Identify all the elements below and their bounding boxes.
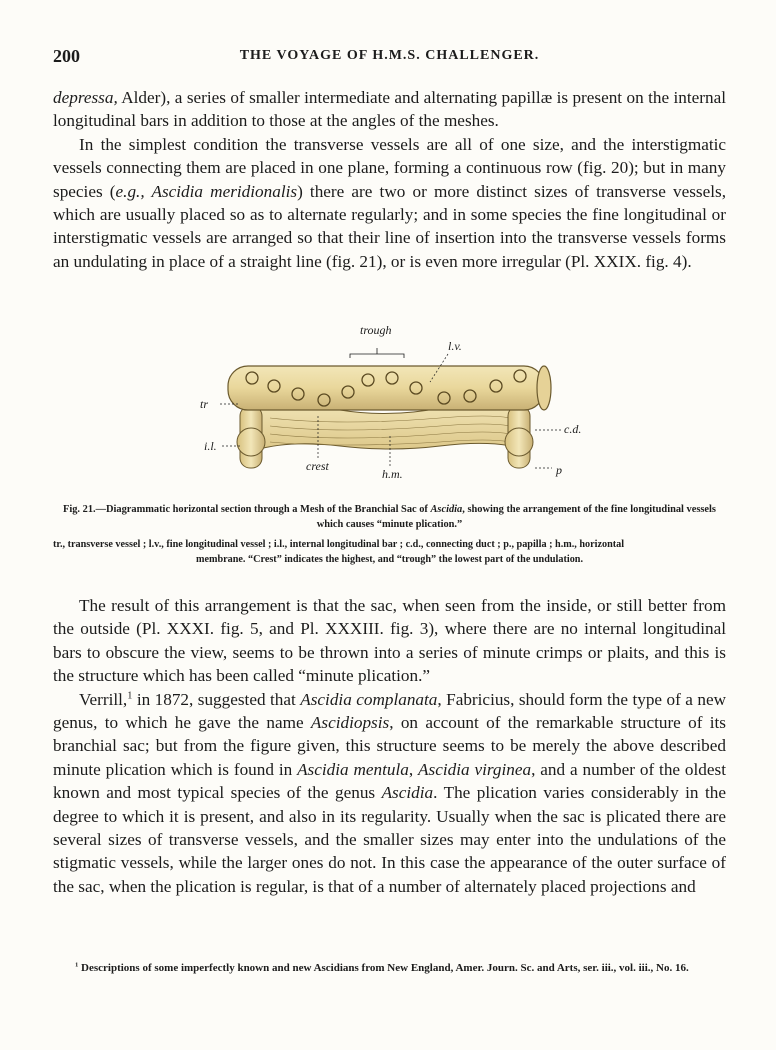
papilla-left	[237, 428, 265, 456]
footnote-text	[53, 960, 726, 976]
page-header	[53, 46, 726, 68]
label-trough: trough	[360, 323, 392, 337]
legend-line: tr., transverse vessel ; l.v., fine longitudinal vessel ; i.l., internal longitudinal bar ; c.d., connecting duct ; p., papilla ; h.m., horizontal	[53, 539, 625, 550]
label-crest: crest	[306, 459, 329, 473]
transverse-vessel	[228, 366, 544, 410]
paragraph-text: . The plication varies considerably in the degree to which it is present, and also in its regularity. Usually when the sac is plicated there are several sizes of transverse vessels, and the smaller sizes may enter into the undulations of the stigmatic vessels, while the larger ones do not. In this case the appearance of the outer surface of the sac, when the plication is regular, is that of a number of alternately placed projections and	[53, 783, 726, 896]
bottom-text	[53, 594, 726, 898]
paragraph-text: in 1872, suggested that	[132, 689, 301, 709]
label-il: i.l.	[204, 439, 217, 453]
top-text	[53, 86, 726, 273]
figure-legend	[53, 537, 726, 567]
italic-species: e.g., Ascidia meridionalis	[115, 181, 298, 201]
footnote	[53, 960, 726, 976]
paragraph-text: , Fabricius, should form the type of a new genus, to which he gave the name	[53, 689, 726, 733]
paragraph-text: , and a number of the oldest known and most typical species of the genus	[53, 759, 726, 803]
horizontal-membrane	[256, 404, 520, 450]
italic-species: Ascidia mentula	[297, 759, 409, 779]
mesh-section-drawing	[190, 318, 590, 488]
legend-line: membrane. “Crest” indicates the highest, and “trough” the lowest part of the undulation.	[195, 554, 584, 565]
paragraph-simplest-condition	[53, 133, 726, 273]
paragraph-text: ) there are two or more distinct sizes of transverse vessels, which are usually placed so as to alternate regularly; and in some species the fine longitudinal or interstigmatic vessels are arranged so that their line of insertion into the transverse vessels forms an undulating in place of a straight line (fig. 21), or is even more irregular (Pl. XXIX. fig. 4).	[53, 181, 726, 271]
page-number: 200	[53, 46, 80, 66]
italic-species: depressa,	[53, 88, 118, 107]
footnote-body: Descriptions of some imperfectly known and new Ascidians from New England, Amer. Journ. Sc. and Arts, ser. iii., vol. iii., No. 16.	[78, 962, 689, 974]
paragraph-result: The result of this arrangement is that the sac, when seen from the inside, or still better from the outside (Pl. XXXI. fig. 5, and Pl. XXXIII. fig. 3), where there are no internal longitudinal bars to obscure the view, seems to be thrown into a series of minute crimps or plaits, and this is the structure which has been called “minute plication.”	[53, 596, 726, 686]
footnote-reference: 1	[127, 689, 133, 701]
author-name: Verrill,	[79, 689, 128, 709]
caption-genus: Ascidia	[430, 504, 463, 515]
italic-species: Ascidia virginea	[418, 759, 532, 779]
papilla-right	[505, 428, 533, 456]
paragraph-text: ,	[408, 759, 419, 779]
footnote-mark: 1	[75, 961, 79, 969]
italic-species: Ascidia complanata	[300, 689, 438, 709]
label-cd: c.d.	[564, 422, 582, 436]
italic-species: Ascidia	[381, 783, 434, 803]
caption-text: Fig. 21.—Diagrammatic horizontal section through a Mesh of the Branchial Sac of	[63, 504, 431, 515]
paragraph-verrill	[53, 688, 726, 899]
trough-bracket	[350, 348, 404, 358]
paragraph-continued	[53, 86, 726, 133]
running-title: THE VOYAGE OF H.M.S. CHALLENGER.	[239, 48, 540, 63]
paragraph-text: Alder), a series of smaller intermediate and alternating papillæ is present on the internal longitudinal bars in addition to those at the angles of the meshes.	[53, 88, 726, 131]
figure-caption	[53, 502, 726, 532]
paragraph-text: , on account of the remarkable structure of its branchial sac; but from the figure given, this structure seems to be merely the above described minute plication which is found in	[53, 713, 726, 779]
paragraph-text: In the simplest condition the transverse vessels are all of one size, and the interstigmatic vessels connecting them are placed in one plane, forming a continuous row (fig. 20); but in many species (	[53, 134, 726, 201]
caption-text: , showing the arrangement of the fine longitudinal vessels which causes “minute plication.”	[316, 504, 716, 530]
figure-21	[190, 318, 590, 488]
label-tr: tr	[200, 397, 209, 411]
label-hm: h.m.	[382, 467, 403, 481]
label-p: p	[556, 463, 562, 477]
transverse-vessel-end	[537, 366, 551, 410]
label-lv: l.v.	[448, 339, 462, 353]
italic-species: Ascidiopsis	[310, 713, 390, 733]
